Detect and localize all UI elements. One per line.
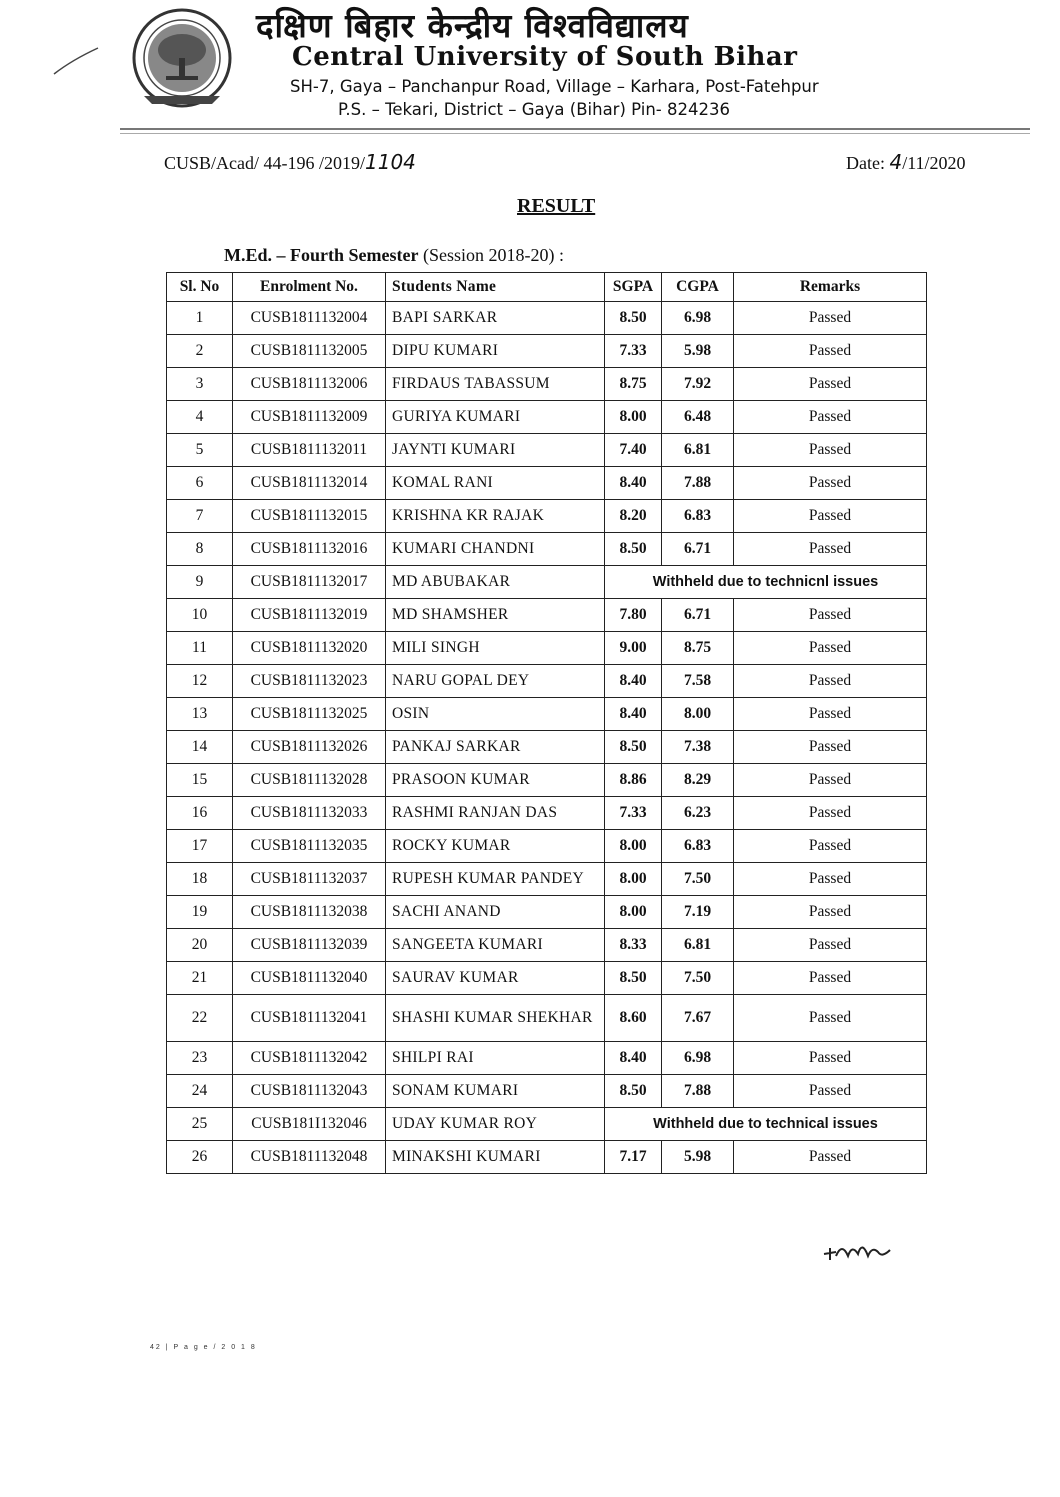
sgpa-cell: 8.50	[605, 302, 662, 335]
table-row	[167, 830, 927, 863]
sgpa-cell: 8.20	[605, 500, 662, 533]
serial-cell: 10	[167, 599, 233, 632]
sgpa-cell: 9.00	[605, 632, 662, 665]
serial-cell: 9	[167, 566, 233, 599]
student-name-cell: OSIN	[386, 698, 605, 731]
cgpa-cell: 6.81	[662, 929, 734, 962]
student-name-cell: ROCKY KUMAR	[386, 830, 605, 863]
cgpa-cell: 6.48	[662, 401, 734, 434]
serial-cell: 6	[167, 467, 233, 500]
table-row	[167, 1141, 927, 1174]
remarks-cell: Passed	[734, 632, 927, 665]
sgpa-cell: 7.40	[605, 434, 662, 467]
student-name-cell: SHASHI KUMAR SHEKHAR	[386, 995, 605, 1042]
table-row	[167, 665, 927, 698]
sgpa-cell: 8.50	[605, 731, 662, 764]
university-name-english: Central University of South Bihar	[292, 42, 798, 72]
sgpa-cell: 8.00	[605, 830, 662, 863]
enrolment-cell: CUSB1811132039	[233, 929, 386, 962]
cgpa-cell: 6.98	[662, 1042, 734, 1075]
remarks-cell: Passed	[734, 698, 927, 731]
table-row	[167, 995, 927, 1042]
sgpa-cell: 8.00	[605, 863, 662, 896]
student-name-cell: KRISHNA KR RAJAK	[386, 500, 605, 533]
remarks-cell: Passed	[734, 467, 927, 500]
reference-number: CUSB/Acad/ 44-196 /2019/1104	[164, 150, 416, 174]
university-seal-logo	[132, 8, 232, 108]
remarks-cell: Passed	[734, 995, 927, 1042]
remarks-cell: Passed	[734, 863, 927, 896]
results-table	[166, 272, 927, 1174]
serial-cell: 1	[167, 302, 233, 335]
cgpa-cell: 6.81	[662, 434, 734, 467]
table-row	[167, 566, 927, 599]
handwritten-day: 4	[889, 150, 903, 174]
page-footer: 42 | P a g e / 2 0 1 8	[150, 1344, 257, 1351]
cgpa-cell: 7.58	[662, 665, 734, 698]
cgpa-cell: 6.71	[662, 599, 734, 632]
remarks-cell: Passed	[734, 962, 927, 995]
table-row	[167, 632, 927, 665]
cgpa-cell: 7.88	[662, 1075, 734, 1108]
table-row	[167, 1108, 927, 1141]
student-name-cell: PANKAJ SARKAR	[386, 731, 605, 764]
enrolment-cell: CUSB1811132043	[233, 1075, 386, 1108]
enrolment-cell: CUSB1811132037	[233, 863, 386, 896]
table-row	[167, 1075, 927, 1108]
student-name-cell: MILI SINGH	[386, 632, 605, 665]
student-name-cell: DIPU KUMARI	[386, 335, 605, 368]
cgpa-cell: 7.50	[662, 863, 734, 896]
enrolment-cell: CUSB1811132035	[233, 830, 386, 863]
cgpa-cell: 8.75	[662, 632, 734, 665]
university-name-hindi: दक्षिण बिहार केन्द्रीय विश्वविद्यालय	[256, 6, 689, 45]
column-header: CGPA	[662, 273, 734, 302]
remarks-cell: Passed	[734, 797, 927, 830]
serial-cell: 4	[167, 401, 233, 434]
enrolment-cell: CUSB181I132046	[233, 1108, 386, 1141]
table-row	[167, 467, 927, 500]
enrolment-cell: CUSB1811132004	[233, 302, 386, 335]
table-row	[167, 335, 927, 368]
column-header: Enrolment No.	[233, 273, 386, 302]
cgpa-cell: 5.98	[662, 1141, 734, 1174]
student-name-cell: NARU GOPAL DEY	[386, 665, 605, 698]
table-row	[167, 797, 927, 830]
student-name-cell: SONAM KUMARI	[386, 1075, 605, 1108]
table-row	[167, 698, 927, 731]
table-row	[167, 929, 927, 962]
serial-cell: 22	[167, 995, 233, 1042]
enrolment-cell: CUSB1811132020	[233, 632, 386, 665]
cgpa-cell: 8.29	[662, 764, 734, 797]
serial-cell: 23	[167, 1042, 233, 1075]
sgpa-cell: 8.40	[605, 467, 662, 500]
student-name-cell: SAURAV KUMAR	[386, 962, 605, 995]
enrolment-cell: CUSB1811132028	[233, 764, 386, 797]
serial-cell: 14	[167, 731, 233, 764]
column-header: SGPA	[605, 273, 662, 302]
table-row	[167, 599, 927, 632]
student-name-cell: PRASOON KUMAR	[386, 764, 605, 797]
serial-cell: 20	[167, 929, 233, 962]
table-row	[167, 500, 927, 533]
remarks-cell: Passed	[734, 731, 927, 764]
withheld-cell: Withheld due to technical issues	[605, 1108, 927, 1141]
handwritten-reference: 1104	[365, 150, 416, 174]
cgpa-cell: 6.83	[662, 500, 734, 533]
enrolment-cell: CUSB1811132023	[233, 665, 386, 698]
table-row	[167, 434, 927, 467]
cgpa-cell: 6.71	[662, 533, 734, 566]
enrolment-cell: CUSB1811132042	[233, 1042, 386, 1075]
table-header-row	[167, 273, 927, 302]
serial-cell: 18	[167, 863, 233, 896]
table-row	[167, 863, 927, 896]
cgpa-cell: 7.88	[662, 467, 734, 500]
remarks-cell: Passed	[734, 533, 927, 566]
student-name-cell: SHILPI RAI	[386, 1042, 605, 1075]
table-row	[167, 896, 927, 929]
serial-cell: 26	[167, 1141, 233, 1174]
student-name-cell: MD SHAMSHER	[386, 599, 605, 632]
withheld-cell: Withheld due to technicnl issues	[605, 566, 927, 599]
enrolment-cell: CUSB1811132005	[233, 335, 386, 368]
enrolment-cell: CUSB1811132009	[233, 401, 386, 434]
student-name-cell: RASHMI RANJAN DAS	[386, 797, 605, 830]
remarks-cell: Passed	[734, 401, 927, 434]
serial-cell: 24	[167, 1075, 233, 1108]
sgpa-cell: 8.86	[605, 764, 662, 797]
sgpa-cell: 7.33	[605, 335, 662, 368]
remarks-cell: Passed	[734, 302, 927, 335]
sgpa-cell: 7.80	[605, 599, 662, 632]
enrolment-cell: CUSB1811132048	[233, 1141, 386, 1174]
student-name-cell: RUPESH KUMAR PANDEY	[386, 863, 605, 896]
enrolment-cell: CUSB1811132015	[233, 500, 386, 533]
serial-cell: 19	[167, 896, 233, 929]
student-name-cell: BAPI SARKAR	[386, 302, 605, 335]
enrolment-cell: CUSB1811132038	[233, 896, 386, 929]
address-line-1: SH-7, Gaya – Panchanpur Road, Village – Karhara, Post-Fatehpur	[290, 77, 819, 96]
enrolment-cell: CUSB1811132026	[233, 731, 386, 764]
remarks-cell: Passed	[734, 599, 927, 632]
enrolment-cell: CUSB1811132006	[233, 368, 386, 401]
remarks-cell: Passed	[734, 929, 927, 962]
enrolment-cell: CUSB1811132011	[233, 434, 386, 467]
serial-cell: 13	[167, 698, 233, 731]
table-row	[167, 1042, 927, 1075]
serial-cell: 15	[167, 764, 233, 797]
student-name-cell: JAYNTI KUMARI	[386, 434, 605, 467]
page-title: RESULT	[517, 195, 596, 217]
enrolment-cell: CUSB1811132016	[233, 533, 386, 566]
remarks-cell: Passed	[734, 764, 927, 797]
serial-cell: 17	[167, 830, 233, 863]
sgpa-cell: 8.50	[605, 962, 662, 995]
pen-mark	[52, 46, 102, 76]
student-name-cell: FIRDAUS TABASSUM	[386, 368, 605, 401]
sgpa-cell: 7.17	[605, 1141, 662, 1174]
cgpa-cell: 6.23	[662, 797, 734, 830]
header-rule-thin	[120, 133, 1030, 134]
sgpa-cell: 8.50	[605, 1075, 662, 1108]
sgpa-cell: 8.75	[605, 368, 662, 401]
column-header: Sl. No	[167, 273, 233, 302]
cgpa-cell: 7.50	[662, 962, 734, 995]
remarks-cell: Passed	[734, 665, 927, 698]
remarks-cell: Passed	[734, 896, 927, 929]
enrolment-cell: CUSB1811132033	[233, 797, 386, 830]
sgpa-cell: 8.40	[605, 1042, 662, 1075]
sgpa-cell: 8.40	[605, 698, 662, 731]
table-row	[167, 533, 927, 566]
semester-heading: M.Ed. – Fourth Semester (Session 2018-20) :	[224, 245, 564, 265]
table-row	[167, 764, 927, 797]
student-name-cell: SANGEETA KUMARI	[386, 929, 605, 962]
serial-cell: 12	[167, 665, 233, 698]
student-name-cell: KOMAL RANI	[386, 467, 605, 500]
serial-cell: 7	[167, 500, 233, 533]
remarks-cell: Passed	[734, 1075, 927, 1108]
sgpa-cell: 8.60	[605, 995, 662, 1042]
sgpa-cell: 8.50	[605, 533, 662, 566]
serial-cell: 21	[167, 962, 233, 995]
document-date: Date: 4/11/2020	[846, 150, 966, 174]
enrolment-cell: CUSB1811132017	[233, 566, 386, 599]
sgpa-cell: 8.33	[605, 929, 662, 962]
remarks-cell: Passed	[734, 500, 927, 533]
student-name-cell: KUMARI CHANDNI	[386, 533, 605, 566]
remarks-cell: Passed	[734, 830, 927, 863]
serial-cell: 3	[167, 368, 233, 401]
header-rule	[120, 128, 1030, 130]
serial-cell: 16	[167, 797, 233, 830]
cgpa-cell: 6.83	[662, 830, 734, 863]
table-row	[167, 962, 927, 995]
remarks-cell: Passed	[734, 434, 927, 467]
sgpa-cell: 7.33	[605, 797, 662, 830]
address-line-2: P.S. – Tekari, District – Gaya (Bihar) Pin- 824236	[338, 100, 730, 119]
student-name-cell: GURIYA KUMARI	[386, 401, 605, 434]
serial-cell: 25	[167, 1108, 233, 1141]
student-name-cell: UDAY KUMAR ROY	[386, 1108, 605, 1141]
column-header: Students Name	[386, 273, 605, 302]
enrolment-cell: CUSB1811132025	[233, 698, 386, 731]
student-name-cell: MD ABUBAKAR	[386, 566, 605, 599]
cgpa-cell: 5.98	[662, 335, 734, 368]
serial-cell: 2	[167, 335, 233, 368]
enrolment-cell: CUSB1811132014	[233, 467, 386, 500]
cgpa-cell: 7.38	[662, 731, 734, 764]
cgpa-cell: 6.98	[662, 302, 734, 335]
cgpa-cell: 7.67	[662, 995, 734, 1042]
enrolment-cell: CUSB1811132019	[233, 599, 386, 632]
cgpa-cell: 8.00	[662, 698, 734, 731]
enrolment-cell: CUSB1811132041	[233, 995, 386, 1042]
enrolment-cell: CUSB1811132040	[233, 962, 386, 995]
remarks-cell: Passed	[734, 368, 927, 401]
remarks-cell: Passed	[734, 1141, 927, 1174]
sgpa-cell: 8.00	[605, 401, 662, 434]
remarks-cell: Passed	[734, 1042, 927, 1075]
column-header: Remarks	[734, 273, 927, 302]
serial-cell: 5	[167, 434, 233, 467]
cgpa-cell: 7.92	[662, 368, 734, 401]
table-row	[167, 401, 927, 434]
table-row	[167, 368, 927, 401]
student-name-cell: SACHI ANAND	[386, 896, 605, 929]
signature	[820, 1230, 900, 1270]
cgpa-cell: 7.19	[662, 896, 734, 929]
remarks-cell: Passed	[734, 335, 927, 368]
sgpa-cell: 8.40	[605, 665, 662, 698]
table-row	[167, 731, 927, 764]
student-name-cell: MINAKSHI KUMARI	[386, 1141, 605, 1174]
serial-cell: 8	[167, 533, 233, 566]
table-row	[167, 302, 927, 335]
serial-cell: 11	[167, 632, 233, 665]
sgpa-cell: 8.00	[605, 896, 662, 929]
